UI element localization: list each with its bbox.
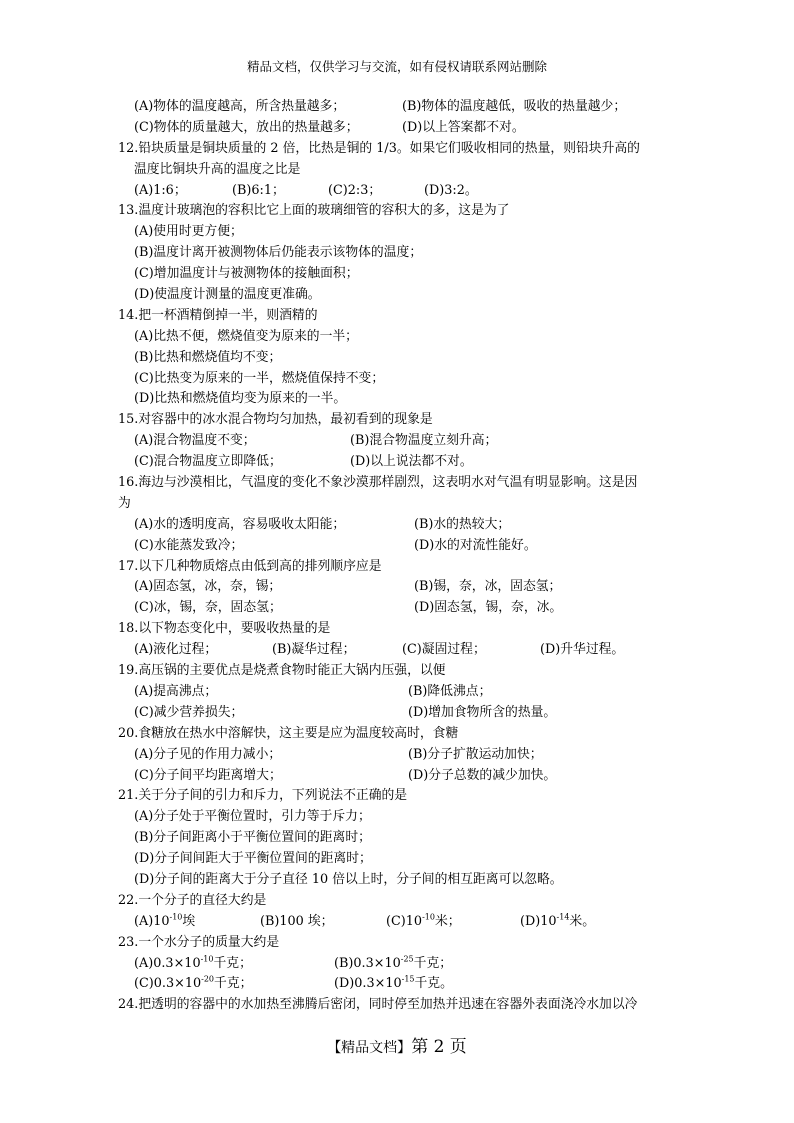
q14-stem: 14.把一杯酒精倒掉一半，则酒精的 — [118, 307, 318, 323]
q11-option-d: (D)以上答案都不对。 — [402, 119, 525, 135]
q17-options-row2 — [118, 598, 688, 619]
q23-option-a-base: (A)0.3×10 — [134, 955, 201, 971]
page-header: 精品文档，仅供学习与交流，如有侵权请联系网站删除 — [246, 59, 547, 74]
q20-options-row2 — [118, 766, 688, 787]
q16-options-row1 — [118, 515, 688, 536]
q23-option-a — [134, 954, 334, 975]
q11-option-a: (A)物体的温度越高，所含热量越多； — [134, 99, 346, 114]
q16-option-b: (B)水的热较大； — [414, 516, 511, 532]
q15-option-b: (B)混合物温度立刻升高； — [350, 433, 498, 449]
q13-stem: 13.温度计玻璃泡的容积比它上面的玻璃细管的容积大的多，这是为了 — [118, 203, 510, 219]
q14-option-a: (A)比热不便，燃烧值变为原来的一半； — [134, 328, 358, 344]
q19-option-d: (D)增加食物所含的热量。 — [408, 704, 557, 720]
q19-option-c: (C)减少营养损失； — [134, 704, 244, 720]
q19-options-row1 — [118, 682, 688, 703]
q15-options-row1 — [118, 431, 688, 452]
q12-option-c: (C)2:3； — [328, 182, 382, 198]
q22-option-a — [134, 912, 260, 933]
q21-stem: 21.关于分子间的引力和斥力，下列说法不正确的是 — [118, 788, 408, 804]
q14-option-b: (B)比热和燃烧值均不变； — [134, 349, 282, 365]
q22-option-d-exp: -14 — [556, 912, 570, 922]
q13-option-b: (B)温度计离开被测物体后仍能表示该物体的温度； — [134, 245, 423, 261]
q23-option-b — [334, 954, 452, 975]
page-number: 第 2 页 — [411, 1037, 467, 1057]
q11-option-c: (C)物体的质量越大，放出的热量越多； — [134, 119, 359, 135]
q11-options-row2 — [118, 118, 688, 139]
q22-option-c-exp: -10 — [422, 912, 435, 922]
q22-option-a-exp: -10 — [169, 912, 183, 922]
q18-option-b: (B)凝华过程； — [272, 642, 356, 658]
q20-option-b: (B)分子扩散运动加快； — [408, 746, 543, 762]
q22-option-d-unit: 米。 — [569, 913, 596, 929]
q17-stem: 17.以下几种物质熔点由低到高的排列顺序应是 — [118, 558, 382, 574]
q12-stem-line1: 12.铅块质量是铜块质量的 2 倍，比热是铜的 1/3。如果它们吸收相同的热量，则铅块升高的 — [118, 140, 640, 156]
q19-options-row2 — [118, 703, 688, 724]
q21-option-b: (B)分子间距离小于平衡位置间的距离时； — [134, 830, 371, 846]
document-body — [118, 97, 688, 1016]
q23-options-row2 — [118, 974, 688, 995]
q12-option-b: (B)6:1； — [232, 182, 285, 198]
q22-option-d — [520, 912, 595, 933]
q13-option-a: (A)使用时更方便； — [134, 224, 243, 240]
q22-option-d-base: (D)10 — [520, 913, 557, 929]
q22-option-c — [386, 912, 520, 933]
q19-option-a: (A)提高沸点； — [134, 683, 218, 699]
footer-tag: 【精品文档】 — [327, 1040, 412, 1056]
q23-option-b-unit: 千克； — [413, 955, 453, 971]
q17-options-row1 — [118, 577, 688, 598]
q21-option-d: (D)分子间的距离大于分子直径 10 倍以上时，分子间的相互距离可以忽略。 — [134, 871, 563, 887]
q22-stem: 22.一个分子的直径大约是 — [118, 892, 267, 908]
q24-stem: 24.把透明的容器中的水加热至沸腾后密闭，同时停至加热并迅速在容器外表面浇冷水加以冷 — [118, 997, 638, 1013]
q22-option-c-base: (C)10 — [386, 913, 423, 929]
q15-options-row2 — [118, 452, 688, 473]
q23-option-c-unit: 千克； — [214, 976, 253, 992]
q23-options-row1 — [118, 954, 688, 975]
q23-option-d-exp: -15 — [401, 975, 415, 985]
q15-stem: 15.对容器中的冰水混合物均匀加热，最初看到的现象是 — [118, 412, 433, 428]
q23-option-d — [334, 974, 453, 995]
q17-option-c: (C)冰，锡，奈，固态氢； — [134, 600, 282, 616]
q17-option-d: (D)固态氢，锡，奈，冰。 — [414, 600, 563, 616]
q23-option-c — [134, 974, 334, 995]
q15-option-a: (A)混合物温度不变； — [134, 433, 256, 449]
q17-option-a: (A)固态氢，冰，奈，锡； — [134, 579, 282, 595]
q22-options — [118, 912, 688, 933]
q17-option-b: (B)锡，奈，冰，固态氢； — [414, 579, 562, 595]
q15-option-c: (C)混合物温度立即降低； — [134, 454, 282, 470]
q11-option-b: (B)物体的温度越低，吸收的热量越少； — [402, 99, 627, 114]
q13-option-c: (C)增加温度计与被测物体的接触面积； — [134, 266, 359, 282]
q16-options-row2 — [118, 536, 688, 557]
q19-stem: 19.高压锅的主要优点是烧煮食物时能正大锅内压强，以便 — [118, 663, 446, 679]
q13-option-d: (D)使温度计测量的温度更准确。 — [134, 287, 321, 303]
q22-option-a-base: (A)10 — [134, 913, 170, 929]
q20-option-d: (D)分子总数的减少加快。 — [408, 767, 557, 783]
q23-option-a-unit: 千克； — [213, 955, 252, 971]
q22-option-b: (B)100 埃； — [260, 913, 334, 929]
q23-option-a-exp: -10 — [200, 954, 214, 964]
q18-option-a: (A)液化过程； — [134, 642, 218, 658]
q18-stem: 18.以下物态变化中，要吸收热量的是 — [118, 621, 331, 637]
q16-option-d: (D)水的对流性能好。 — [414, 537, 537, 553]
q14-option-c: (C)比热变为原来的一半，燃烧值保持不变； — [134, 370, 385, 386]
q12-option-d: (D)3:2。 — [424, 182, 478, 198]
q20-option-c: (C)分子间平均距离增大； — [134, 767, 282, 783]
page-footer — [0, 1032, 794, 1057]
q21-option-c: (D)分子间间距大于平衡位置间的距离时； — [134, 851, 372, 867]
q23-option-d-unit: 千克。 — [414, 976, 453, 992]
q16-stem-line1: 16.海边与沙漠相比，气温度的变化不象沙漠那样剧烈，这表明水对气温有明显影响。这是因 — [118, 475, 638, 491]
q18-option-d: (D)升华过程。 — [540, 642, 625, 658]
q16-stem-line2: 为 — [118, 495, 131, 511]
q19-option-b: (B)降低沸点； — [408, 683, 492, 699]
q16-option-c: (C)水能蒸发致冷； — [134, 537, 244, 553]
q23-option-b-exp: -25 — [400, 954, 414, 964]
q15-option-d: (D)以上说法都不对。 — [350, 454, 473, 470]
q23-stem: 23.一个水分子的质量大约是 — [118, 934, 280, 950]
q16-option-a: (A)水的透明度高，容易吸收太阳能； — [134, 516, 346, 532]
q22-option-c-unit: 米； — [434, 913, 461, 929]
q12-stem-line2: 温度比铜块升高的温度之比是 — [134, 161, 301, 177]
q20-stem: 20.食糖放在热水中溶解快，这主要是应为温度较高时，食糖 — [118, 725, 459, 741]
q12-option-a: (A)1:6； — [134, 182, 187, 198]
q20-options-row1 — [118, 745, 688, 766]
q18-options — [118, 640, 688, 661]
q12-options — [118, 181, 688, 202]
q23-option-b-base: (B)0.3×10 — [334, 955, 401, 971]
q22-option-a-unit: 埃 — [182, 913, 196, 929]
q14-option-d: (D)比热和燃烧值均变为原来的一半。 — [134, 391, 347, 407]
q23-option-d-base: (D)0.3×10 — [334, 976, 402, 992]
q23-option-c-exp: -20 — [201, 975, 215, 985]
q11-options-row1 — [118, 97, 688, 118]
q23-option-c-base: (C)0.3×10 — [134, 976, 202, 992]
q21-option-a: (A)分子处于平衡位置时，引力等于斥力； — [134, 809, 371, 825]
q20-option-a: (A)分子见的作用力减小； — [134, 746, 282, 762]
q18-option-c: (C)凝固过程； — [402, 642, 486, 658]
